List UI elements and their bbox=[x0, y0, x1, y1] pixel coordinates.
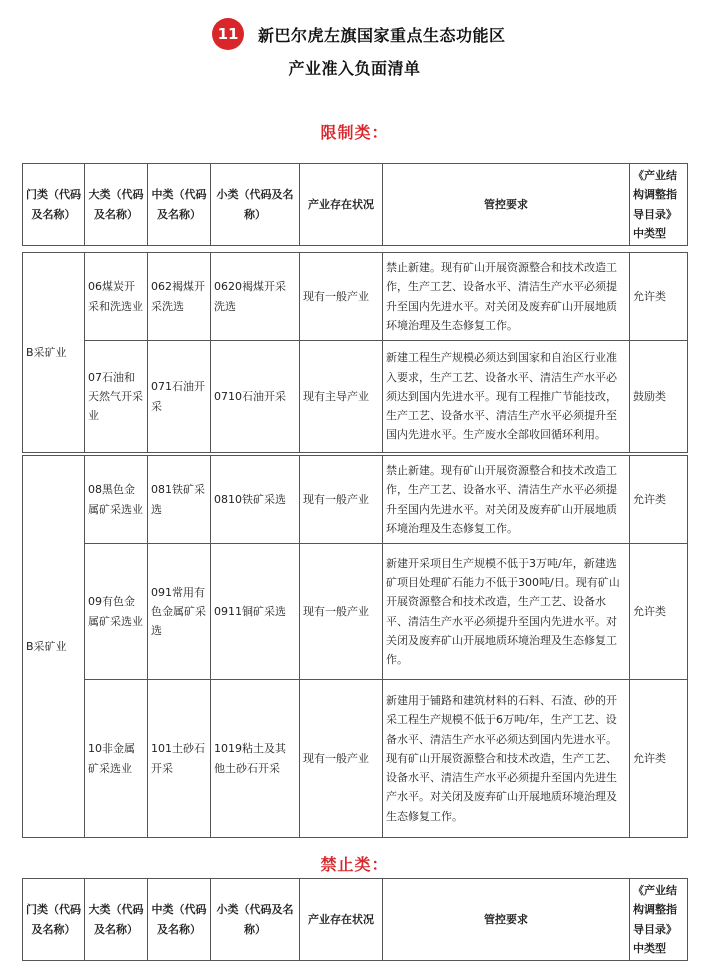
header-control: 管控要求 bbox=[383, 164, 630, 246]
major-cell: 07石油和天然气开采业 bbox=[85, 341, 148, 453]
minor-cell: 0620褐煤开采洗选 bbox=[211, 253, 300, 341]
table-row bbox=[23, 544, 688, 680]
status-cell: 现有一般产业 bbox=[300, 456, 383, 544]
section-title-restricted: 限制类： bbox=[320, 123, 389, 142]
status-cell: 现有一般产业 bbox=[300, 253, 383, 341]
middle-cell: 091常用有色金属矿采选 bbox=[148, 544, 211, 680]
header-minor: 小类（代码及名称） bbox=[211, 879, 300, 961]
minor-cell: 0810铁矿采选 bbox=[211, 456, 300, 544]
type-cell: 允许类 bbox=[630, 456, 688, 544]
minor-cell: 0911铜矿采选 bbox=[211, 544, 300, 680]
type-cell: 允许类 bbox=[630, 680, 688, 838]
type-cell: 鼓励类 bbox=[630, 341, 688, 453]
middle-cell: 081铁矿采选 bbox=[148, 456, 211, 544]
header-middle: 中类（代码及名称） bbox=[148, 164, 211, 246]
major-cell: 10非金属矿采选业 bbox=[85, 680, 148, 838]
table-row bbox=[23, 341, 688, 453]
category-cell: B采矿业 bbox=[23, 253, 85, 453]
header-middle: 中类（代码及名称） bbox=[148, 879, 211, 961]
gap-row bbox=[23, 246, 688, 253]
header-category: 门类（代码及名称） bbox=[23, 879, 85, 961]
number-badge: 11 bbox=[212, 18, 244, 50]
header-major: 大类（代码及名称） bbox=[85, 879, 148, 961]
table-row bbox=[23, 456, 688, 544]
document-subtitle: 产业准入负面清单 bbox=[288, 59, 421, 78]
prohibited-table bbox=[22, 878, 688, 961]
header-type: 《产业结构调整指导目录》中类型 bbox=[630, 164, 688, 246]
middle-cell: 062褐煤开采洗选 bbox=[148, 253, 211, 341]
header-status: 产业存在状况 bbox=[300, 879, 383, 961]
minor-cell: 0710石油开采 bbox=[211, 341, 300, 453]
control-cell: 新建用于铺路和建筑材料的石料、石渣、砂的开采工程生产规模不低于6万吨/年，生产工艺、设备水平、清洁生产水平必须达到国内先进水平。现有矿山开展资源整合和技术改造，生产工艺、设备水平、清洁生产水平必须提升至国内先进生产水平。对关闭及废弃矿山开展地质环境治理及生态修复工作。 bbox=[383, 680, 630, 838]
control-cell: 禁止新建。现有矿山开展资源整合和技术改造工作，生产工艺、设备水平、清洁生产水平必须提升至国内先进水平。对关闭及废弃矿山开展地质环境治理及生态修复工作。 bbox=[383, 456, 630, 544]
table-row bbox=[23, 680, 688, 838]
type-cell: 允许类 bbox=[630, 544, 688, 680]
table-header-row bbox=[23, 164, 688, 246]
header-type: 《产业结构调整指导目录》中类型 bbox=[630, 879, 688, 961]
header-status: 产业存在状况 bbox=[300, 164, 383, 246]
major-cell: 08黑色金属矿采选业 bbox=[85, 456, 148, 544]
header-major: 大类（代码及名称） bbox=[85, 164, 148, 246]
status-cell: 现有主导产业 bbox=[300, 341, 383, 453]
control-cell: 新建工程生产规模必须达到国家和自治区行业准入要求，生产工艺、设备水平、清洁生产水平必须达到国内先进水平。现有工程推广节能技改，生产工艺、设备水平、清洁生产水平必须提升至国内先进水平。生产废水全部收回循环利用。 bbox=[383, 341, 630, 453]
restricted-table-continued bbox=[22, 455, 688, 838]
title-row bbox=[212, 18, 506, 50]
status-cell: 现有一般产业 bbox=[300, 544, 383, 680]
minor-cell: 1019粘土及其他土砂石开采 bbox=[211, 680, 300, 838]
control-cell: 新建开采项目生产规模不低于3万吨/年，新建选矿项目处理矿石能力不低于300吨/日。现有矿山开展资源整合和技术改造，生产工艺、设备水平、清洁生产水平必须提升至国内先进水平。对关闭及废弃矿山开展地质环境治理及生态修复工作。 bbox=[383, 544, 630, 680]
restricted-table bbox=[22, 163, 688, 453]
section-title-prohibited: 禁止类： bbox=[320, 855, 389, 874]
table-row bbox=[23, 253, 688, 341]
status-cell: 现有一般产业 bbox=[300, 680, 383, 838]
major-cell: 09有色金属矿采选业 bbox=[85, 544, 148, 680]
header-minor: 小类（代码及名称） bbox=[211, 164, 300, 246]
document-title: 新巴尔虎左旗国家重点生态功能区 bbox=[258, 25, 506, 45]
middle-cell: 071石油开采 bbox=[148, 341, 211, 453]
type-cell: 允许类 bbox=[630, 253, 688, 341]
middle-cell: 101土砂石开采 bbox=[148, 680, 211, 838]
table-header-row bbox=[23, 879, 688, 961]
major-cell: 06煤炭开采和洗选业 bbox=[85, 253, 148, 341]
header-category: 门类（代码及名称） bbox=[23, 164, 85, 246]
category-cell: B采矿业 bbox=[23, 456, 85, 838]
header-control: 管控要求 bbox=[383, 879, 630, 961]
control-cell: 禁止新建。现有矿山开展资源整合和技术改造工作，生产工艺、设备水平、清洁生产水平必须提升至国内先进水平。对关闭及废弃矿山开展地质环境治理及生态修复工作。 bbox=[383, 253, 630, 341]
